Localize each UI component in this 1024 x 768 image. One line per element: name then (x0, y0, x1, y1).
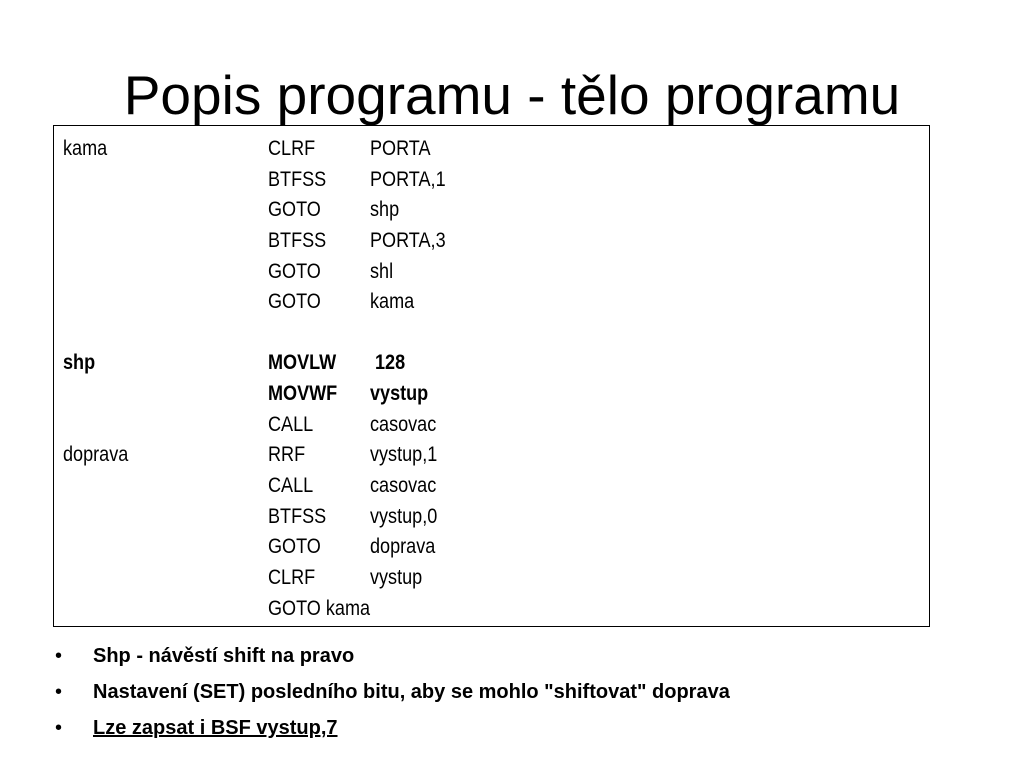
code-line (54, 471, 929, 501)
code-operand: PORTA,3 (370, 229, 446, 252)
code-operand: shl (370, 260, 394, 283)
bullet-marker: • (55, 645, 63, 667)
code-operand: vystup (370, 382, 429, 405)
code-operand: PORTA,1 (370, 168, 446, 191)
code-instruction: GOTO (268, 198, 321, 221)
code-operand: doprava (370, 535, 436, 558)
code-instruction: CLRF (268, 566, 316, 589)
code-instruction: GOTO (268, 260, 321, 283)
bullet-text: Shp - návěstí shift na pravo (93, 645, 355, 667)
code-instruction: MOVWF (268, 382, 338, 405)
code-line (54, 502, 929, 532)
code-listing (53, 125, 930, 627)
code-operand: casovac (370, 413, 437, 436)
code-line (54, 195, 929, 225)
code-line (54, 440, 929, 470)
bullet-item (55, 640, 995, 676)
slide-title: Popis programu - tělo programu (123, 64, 901, 126)
bullet-text: Nastavení (SET) posledního bitu, aby se mohlo "shiftovat" doprava (93, 681, 730, 703)
code-line (54, 379, 929, 409)
code-instruction: CLRF (268, 137, 316, 160)
code-line (54, 165, 929, 195)
code-instruction: GOTO (268, 290, 321, 313)
code-operand: vystup,1 (370, 443, 438, 466)
code-instruction: MOVLW (268, 351, 337, 374)
code-line (54, 287, 929, 317)
code-operand: vystup (370, 566, 423, 589)
code-instruction: GOTO (268, 535, 321, 558)
code-line (54, 257, 929, 287)
code-instruction: BTFSS (268, 229, 327, 252)
code-instruction: RRF (268, 443, 306, 466)
code-operand: vystup,0 (370, 505, 438, 528)
bullet-list (55, 640, 995, 748)
code-line (54, 563, 929, 593)
code-instruction: CALL (268, 474, 314, 497)
code-label: shp (63, 351, 96, 374)
bullet-item (55, 676, 995, 712)
code-line (54, 348, 929, 378)
code-line (54, 226, 929, 256)
code-line (54, 410, 929, 440)
code-operand: casovac (370, 474, 437, 497)
bullet-item (55, 712, 995, 748)
code-label: doprava (63, 443, 129, 466)
code-operand: kama (370, 290, 415, 313)
code-line (54, 532, 929, 562)
code-label: kama (63, 137, 108, 160)
code-instruction: BTFSS (268, 168, 327, 191)
code-operand: shp (370, 198, 400, 221)
code-instruction: GOTO kama (268, 597, 371, 620)
bullet-link[interactable]: Lze zapsat i BSF vystup,7 (93, 717, 338, 739)
bullet-marker: • (55, 717, 63, 739)
code-line (54, 594, 929, 624)
code-instruction: BTFSS (268, 505, 327, 528)
code-operand: PORTA (370, 137, 431, 160)
code-instruction: CALL (268, 413, 314, 436)
code-line (54, 134, 929, 164)
code-operand: 128 (375, 351, 406, 374)
code-line-blank (54, 318, 929, 348)
bullet-marker: • (55, 681, 63, 703)
